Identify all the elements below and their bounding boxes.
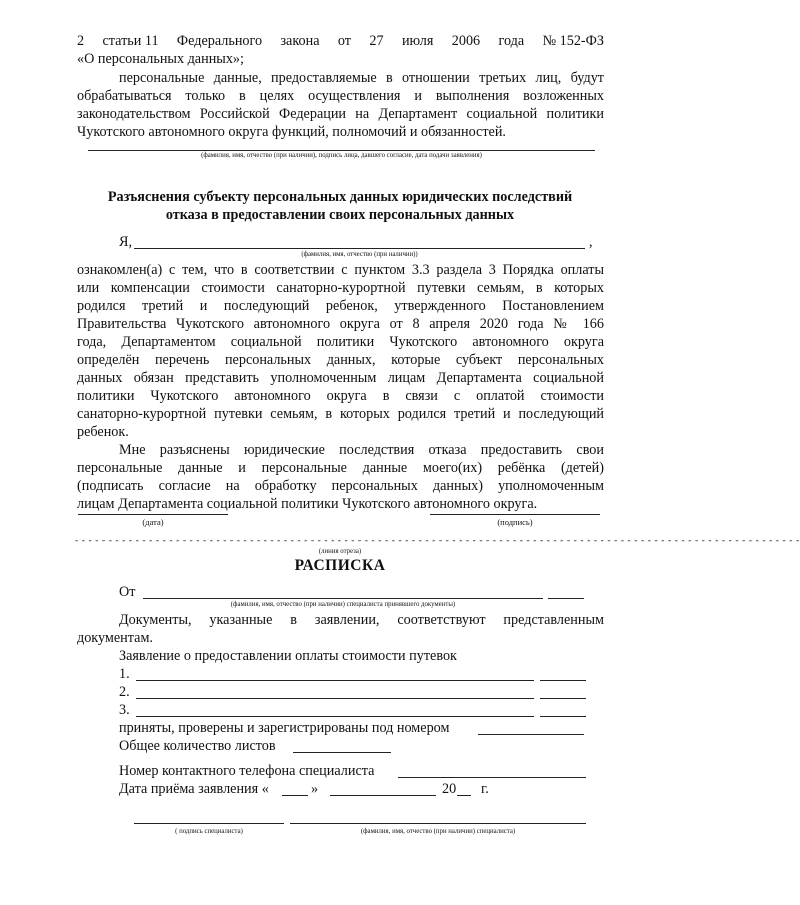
from-extra-field[interactable] <box>548 598 584 599</box>
from-label: От <box>119 584 136 600</box>
item-2-extra-field[interactable] <box>540 698 586 699</box>
intro-signature-line <box>88 150 595 151</box>
phone-field[interactable] <box>398 777 586 778</box>
explanation-title-line-2: отказа в предоставлении своих персональных данных <box>165 207 515 223</box>
receipt-year-field[interactable] <box>457 795 471 796</box>
explanation-body-line: санаторно-курортной путевки семьям, в которых родился третий и последующий <box>77 406 604 422</box>
item-number: 2. <box>119 684 130 700</box>
item-2-field[interactable] <box>136 698 534 699</box>
signature-caption: (подпись) <box>497 517 533 527</box>
intro-word: года <box>498 33 525 49</box>
ya-name-caption: (фамилия, имя, отчество (при наличии)) <box>301 251 418 258</box>
explanation-body-line: ознакомлен(а) с тем, что в соответствии с пунктом 3.3 раздела 3 Порядка оплаты <box>77 262 604 278</box>
explanation-body-line: определён перечень персональных данных, которые субъект персональных <box>77 352 604 368</box>
explanation-body-line: политики Чукотского автономного округа в связи с оплатой стоимости <box>77 388 604 404</box>
from-caption: (фамилия, имя, отчество (при наличии) специалиста принявшего документы) <box>230 601 456 608</box>
date-caption: (дата) <box>142 517 164 527</box>
intro-para-line: персональные данные, предоставляемые в отношении третьих лиц, будут <box>119 70 604 86</box>
signature-field[interactable] <box>430 514 600 515</box>
intro-word: статьи 11 <box>102 33 159 49</box>
explanation-body-line: данных обязан представить уполномоченным лицам Департамента социальной <box>77 370 604 386</box>
intro-para-line: Чукотского автономного округа функций, полномочий и обязанностей. <box>77 124 506 140</box>
receipt-date-label: Дата приёма заявления « <box>119 781 269 797</box>
cut-line-caption: (линия отреза) <box>318 548 362 555</box>
intro-line-1 <box>77 33 604 50</box>
application-label: Заявление о предоставлении оплаты стоимости путевок <box>119 648 457 664</box>
specialist-name-field[interactable] <box>290 823 586 824</box>
registration-number-field[interactable] <box>478 734 584 735</box>
explanation-body-last: ребенок. <box>77 424 129 440</box>
sheets-count-field[interactable] <box>293 752 391 753</box>
receipt-date-quote: » <box>311 781 319 797</box>
intro-word: 27 <box>369 33 384 49</box>
item-number: 3. <box>119 702 130 718</box>
docs-line-1: Документы, указанные в заявлении, соответствуют представленным <box>119 612 604 628</box>
ya-label: Я, <box>119 234 133 250</box>
ya-name-field[interactable] <box>134 248 585 249</box>
receipt-title: РАСПИСКА <box>294 557 386 574</box>
intro-word: 2006 <box>451 33 481 49</box>
intro-word: закона <box>280 33 320 49</box>
receipt-day-field[interactable] <box>282 795 308 796</box>
specialist-name-caption: (фамилия, имя, отчество (при наличии) специалиста) <box>360 828 516 835</box>
receipt-date-suffix: г. <box>481 781 489 797</box>
item-3-field[interactable] <box>136 716 534 717</box>
date-field[interactable] <box>78 514 228 515</box>
from-name-field[interactable] <box>143 598 543 599</box>
receipt-date-year: 20 <box>442 781 457 797</box>
sheets-label: Общее количество листов <box>119 738 276 754</box>
explanation-para2-last: лицам Департамента социальной политики Чукотского автономного округа. <box>77 496 538 512</box>
item-3-extra-field[interactable] <box>540 716 586 717</box>
item-1-field[interactable] <box>136 680 534 681</box>
explanation-para2-line: (подписать согласие на обработку персональных данных) уполномоченным <box>77 478 604 494</box>
intro-line-2: «О персональных данных»; <box>77 51 244 67</box>
cut-line: - - - - - - - - - - - - - - - - - - - - - - - - - - - - - - - - - - - - - - - - - - - - - - - - - - - - - - - - - - - - - - - - - - - - - - - - - - - - - - - - - - - - - - - - - - - - - - - - - - - - - - - - - - - - <box>75 536 800 546</box>
intro-para-line: законодательством Российской Федерации на Департамент социальной политики <box>77 106 604 122</box>
explanation-para2-line: Мне разъяснены юридические последствия отказа предоставить свои <box>119 442 604 458</box>
intro-word: 2 <box>77 33 85 49</box>
registered-label: приняты, проверены и зарегистрированы под номером <box>119 720 450 736</box>
intro-para-line: обрабатываться только в целях осуществления и выполнения возложенных <box>77 88 604 104</box>
explanation-body-line: года, Департаментом социальной политики Чукотского автономного округа <box>77 334 604 350</box>
phone-label: Номер контактного телефона специалиста <box>119 763 375 779</box>
explanation-body-line: родился третий и последующий ребенок, утвержденного Постановлением <box>77 298 604 314</box>
explanation-title-line-1: Разъяснения субъекту персональных данных юридических последствий <box>107 189 573 205</box>
receipt-month-field[interactable] <box>330 795 436 796</box>
docs-line-2: документам. <box>77 630 153 646</box>
intro-signature-caption: (фамилия, имя, отчество (при наличии), подпись лица, давшего согласие, дата подачи заявления) <box>201 152 482 159</box>
ya-comma: , <box>589 234 593 250</box>
item-1-extra-field[interactable] <box>540 680 586 681</box>
specialist-signature-field[interactable] <box>134 823 284 824</box>
intro-word: июля <box>401 33 434 49</box>
explanation-body-line: или компенсации стоимости санаторно-курортной путевки семьям, в которых <box>77 280 604 296</box>
explanation-para2-line: персональные данные и персональные данные моего(их) ребёнка (детей) <box>77 460 604 476</box>
specialist-signature-caption: ( подпись специалиста) <box>175 828 243 835</box>
explanation-body-line: Правительства Чукотского автономного округа от 8 апреля 2020 года № 166 <box>77 316 604 332</box>
intro-word: Федерального <box>176 33 263 49</box>
item-number: 1. <box>119 666 130 682</box>
intro-word: от <box>337 33 351 49</box>
intro-word: № 152-ФЗ <box>542 33 604 49</box>
